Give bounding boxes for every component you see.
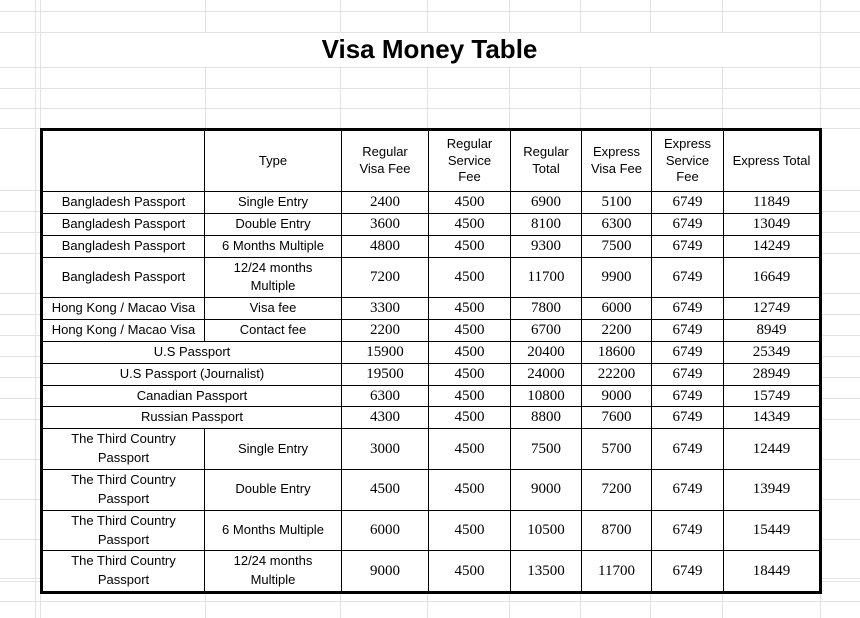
fee-value-cell[interactable]: 8800	[511, 407, 582, 429]
table-row	[42, 235, 821, 257]
fee-value-cell[interactable]: 3300	[342, 298, 429, 320]
fee-value-cell[interactable]: 6749	[652, 385, 724, 407]
fee-value-cell[interactable]: 3600	[342, 213, 429, 235]
fee-value-cell[interactable]: 4500	[429, 235, 511, 257]
fee-value-cell[interactable]: 18600	[582, 341, 652, 363]
passport-name-cell[interactable]: The Third Country Passport	[42, 551, 205, 593]
passport-name-cell[interactable]: The Third Country Passport	[42, 429, 205, 470]
fee-value-cell[interactable]: 4500	[429, 469, 511, 510]
fee-value-cell[interactable]: 14249	[724, 235, 821, 257]
table-row	[42, 192, 821, 214]
fee-value-cell[interactable]: 6749	[652, 298, 724, 320]
passport-name-cell[interactable]: Bangladesh Passport	[42, 213, 205, 235]
fee-value-cell[interactable]: 4500	[429, 257, 511, 298]
fee-value-cell[interactable]: 4500	[429, 192, 511, 214]
fee-value-cell[interactable]: 4500	[429, 213, 511, 235]
fee-value-cell[interactable]: 13949	[724, 469, 821, 510]
table-row	[42, 213, 821, 235]
fee-value-cell[interactable]: 3000	[342, 429, 429, 470]
column-header-express-service-fee[interactable]: Express Service Fee	[652, 130, 724, 192]
table-row	[42, 385, 821, 407]
passport-name-cell[interactable]: Hong Kong / Macao Visa	[42, 298, 205, 320]
fee-value-cell[interactable]: 4500	[429, 320, 511, 342]
column-header-express-total[interactable]: Express Total	[724, 130, 821, 192]
fee-value-cell[interactable]: 19500	[342, 363, 429, 385]
fee-value-cell[interactable]: 10800	[511, 385, 582, 407]
column-header-regular-service-fee[interactable]: Regular Service Fee	[429, 130, 511, 192]
visa-type-cell[interactable]: 6 Months Multiple	[205, 235, 342, 257]
fee-value-cell[interactable]: 7600	[582, 407, 652, 429]
fee-value-cell[interactable]: 13049	[724, 213, 821, 235]
fee-value-cell[interactable]: 14349	[724, 407, 821, 429]
fee-value-cell[interactable]: 12749	[724, 298, 821, 320]
fee-value-cell[interactable]: 9000	[342, 551, 429, 593]
grid-line	[0, 88, 860, 89]
fee-value-cell[interactable]: 5700	[582, 429, 652, 470]
fee-value-cell[interactable]: 4500	[429, 510, 511, 551]
fee-value-cell[interactable]: 12449	[724, 429, 821, 470]
fee-value-cell[interactable]: 6000	[342, 510, 429, 551]
passport-name-cell[interactable]: Canadian Passport	[42, 385, 342, 407]
fee-value-cell[interactable]: 9900	[582, 257, 652, 298]
fee-value-cell[interactable]: 6749	[652, 257, 724, 298]
fee-value-cell[interactable]: 9000	[511, 469, 582, 510]
visa-type-cell[interactable]: Double Entry	[205, 213, 342, 235]
visa-type-cell[interactable]: Single Entry	[205, 192, 342, 214]
fee-value-cell[interactable]: 6749	[652, 213, 724, 235]
column-header-blank[interactable]	[42, 130, 205, 192]
grid-line	[0, 601, 860, 602]
visa-type-cell[interactable]: 6 Months Multiple	[205, 510, 342, 551]
fee-value-cell[interactable]: 15449	[724, 510, 821, 551]
visa-type-cell[interactable]: Contact fee	[205, 320, 342, 342]
fee-value-cell[interactable]: 6749	[652, 407, 724, 429]
fee-value-cell[interactable]: 6749	[652, 469, 724, 510]
fee-value-cell[interactable]: 11849	[724, 192, 821, 214]
fee-value-cell[interactable]: 6749	[652, 429, 724, 470]
fee-value-cell[interactable]: 6749	[652, 551, 724, 593]
table-row	[42, 469, 821, 510]
fee-value-cell[interactable]: 25349	[724, 341, 821, 363]
fee-value-cell[interactable]: 4500	[429, 385, 511, 407]
fee-value-cell[interactable]: 18449	[724, 551, 821, 593]
fee-value-cell[interactable]: 7200	[342, 257, 429, 298]
table-row	[42, 407, 821, 429]
column-header-regular-total[interactable]: Regular Total	[511, 130, 582, 192]
table-row	[42, 429, 821, 470]
fee-value-cell[interactable]: 6749	[652, 192, 724, 214]
fee-value-cell[interactable]: 11700	[511, 257, 582, 298]
passport-name-cell[interactable]: Russian Passport	[42, 407, 342, 429]
passport-name-cell[interactable]: The Third Country Passport	[42, 469, 205, 510]
table-row	[42, 363, 821, 385]
fee-value-cell[interactable]: 15900	[342, 341, 429, 363]
fee-value-cell[interactable]: 6300	[582, 213, 652, 235]
table-row	[42, 341, 821, 363]
fee-value-cell[interactable]: 6749	[652, 320, 724, 342]
fee-value-cell[interactable]: 6749	[652, 341, 724, 363]
fee-value-cell[interactable]: 8700	[582, 510, 652, 551]
table-row	[42, 298, 821, 320]
fee-value-cell[interactable]: 6749	[652, 363, 724, 385]
fee-value-cell[interactable]: 4500	[429, 429, 511, 470]
passport-name-cell[interactable]: Bangladesh Passport	[42, 257, 205, 298]
fee-value-cell[interactable]: 4500	[429, 551, 511, 593]
grid-line	[0, 67, 860, 68]
fee-value-cell[interactable]: 8949	[724, 320, 821, 342]
fee-value-cell[interactable]: 2200	[342, 320, 429, 342]
passport-name-cell[interactable]: Hong Kong / Macao Visa	[42, 320, 205, 342]
fee-value-cell[interactable]: 11700	[582, 551, 652, 593]
visa-type-cell[interactable]: 12/24 months Multiple	[205, 257, 342, 298]
visa-type-cell[interactable]: Single Entry	[205, 429, 342, 470]
fee-value-cell[interactable]: 4800	[342, 235, 429, 257]
fee-value-cell[interactable]: 8100	[511, 213, 582, 235]
fee-value-cell[interactable]: 7800	[511, 298, 582, 320]
passport-name-cell[interactable]: The Third Country Passport	[42, 510, 205, 551]
fee-value-cell[interactable]: 6749	[652, 510, 724, 551]
fee-value-cell[interactable]: 6300	[342, 385, 429, 407]
column-header-regular-visa-fee[interactable]: Regular Visa Fee	[342, 130, 429, 192]
fee-value-cell[interactable]: 20400	[511, 341, 582, 363]
fee-value-cell[interactable]: 6900	[511, 192, 582, 214]
fee-value-cell[interactable]: 6000	[582, 298, 652, 320]
fee-value-cell[interactable]: 4500	[429, 341, 511, 363]
fee-value-cell[interactable]: 4500	[429, 363, 511, 385]
fee-value-cell[interactable]: 7500	[511, 429, 582, 470]
fee-value-cell[interactable]: 4300	[342, 407, 429, 429]
header-row	[42, 130, 821, 192]
table-row	[42, 510, 821, 551]
passport-name-cell[interactable]: U.S Passport (Journalist)	[42, 363, 342, 385]
table-row	[42, 257, 821, 298]
fee-value-cell[interactable]: 4500	[429, 298, 511, 320]
fee-value-cell[interactable]: 7200	[582, 469, 652, 510]
visa-type-cell[interactable]: Visa fee	[205, 298, 342, 320]
visa-type-cell[interactable]: 12/24 months Multiple	[205, 551, 342, 593]
fee-value-cell[interactable]: 15749	[724, 385, 821, 407]
fee-value-cell[interactable]: 4500	[429, 407, 511, 429]
grid-line	[0, 108, 860, 109]
fee-value-cell[interactable]: 2400	[342, 192, 429, 214]
page-title: Visa Money Table	[321, 34, 538, 64]
grid-line	[35, 0, 36, 618]
fee-value-cell[interactable]: 24000	[511, 363, 582, 385]
fee-value-cell[interactable]: 7500	[582, 235, 652, 257]
table-row	[42, 320, 821, 342]
visa-money-table	[40, 128, 822, 594]
passport-name-cell[interactable]: Bangladesh Passport	[42, 192, 205, 214]
fee-value-cell[interactable]: 16649	[724, 257, 821, 298]
fee-value-cell[interactable]: 9300	[511, 235, 582, 257]
fee-value-cell[interactable]: 22200	[582, 363, 652, 385]
table-row	[42, 551, 821, 593]
fee-value-cell[interactable]: 6700	[511, 320, 582, 342]
fee-value-cell[interactable]: 2200	[582, 320, 652, 342]
grid-line	[0, 11, 860, 12]
passport-name-cell[interactable]: U.S Passport	[42, 341, 342, 363]
fee-value-cell[interactable]: 4500	[342, 469, 429, 510]
column-header-express-visa-fee[interactable]: Express Visa Fee	[582, 130, 652, 192]
fee-value-cell[interactable]: 6749	[652, 235, 724, 257]
column-header-type[interactable]: Type	[205, 130, 342, 192]
fee-value-cell[interactable]: 5100	[582, 192, 652, 214]
fee-value-cell[interactable]: 13500	[511, 551, 582, 593]
fee-value-cell[interactable]: 10500	[511, 510, 582, 551]
fee-value-cell[interactable]: 28949	[724, 363, 821, 385]
fee-value-cell[interactable]: 9000	[582, 385, 652, 407]
passport-name-cell[interactable]: Bangladesh Passport	[42, 235, 205, 257]
visa-type-cell[interactable]: Double Entry	[205, 469, 342, 510]
